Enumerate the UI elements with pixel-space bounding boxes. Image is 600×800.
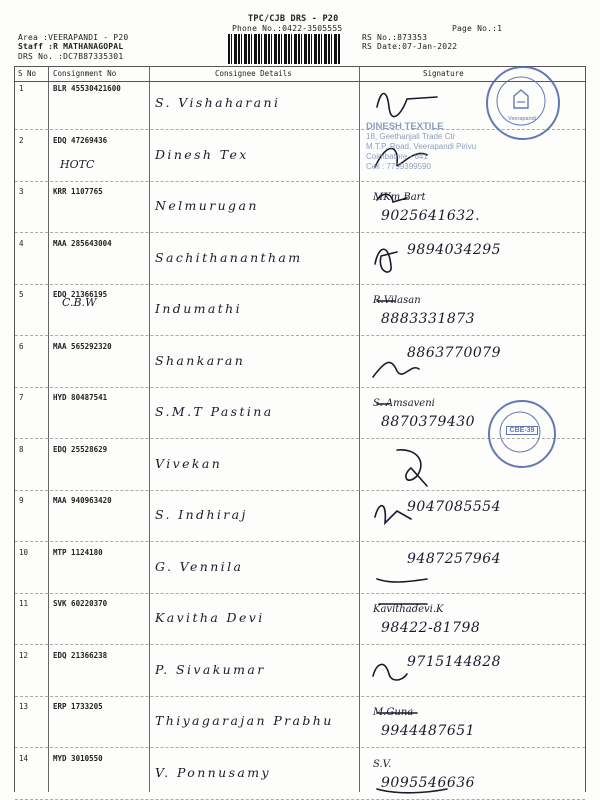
row-signature <box>367 652 579 694</box>
bank-round-stamp <box>486 66 560 140</box>
table-row <box>15 545 585 594</box>
row-signature-name: MKm Bart <box>373 192 426 203</box>
row-phone-number: 9047085554 <box>407 499 502 515</box>
stamp-address-line: M.T.P. Road, Veerapandi Pirivu <box>366 142 477 151</box>
row-consignee-name: Indumathi <box>155 301 243 316</box>
row-phone-number: 9944487651 <box>381 723 476 739</box>
stamp-company-name: DINESH TEXTILE <box>366 121 444 132</box>
row-consignee-name: Dinesh Tex <box>155 146 249 162</box>
table-row <box>15 184 585 233</box>
row-consignee-name: G. Vennila <box>155 558 244 574</box>
row-phone-number: 8883331873 <box>381 311 476 327</box>
row-phone-number: 98422-81798 <box>381 620 481 636</box>
row-consignee-name: V. Ponnusamy <box>155 764 271 780</box>
row-signature <box>367 291 579 333</box>
row-consignment-number: HYD 80487541 <box>53 393 108 402</box>
row-serial-number: 3 <box>19 187 24 196</box>
row-serial-number: 4 <box>19 238 24 248</box>
row-signature <box>367 600 579 642</box>
row-phone-number: 9894034295 <box>407 241 502 258</box>
staff-label: Staff :R MATHANAGOPAL <box>18 42 124 51</box>
area-label: Area :VEERAPANDI - P20 <box>18 33 129 42</box>
stamp-address-line: Coimbatore - 641 <box>366 152 428 161</box>
row-consignee-name: P. Sivakumar <box>155 661 266 677</box>
row-consignee-name: Thiyagarajan Prabhu <box>155 713 334 728</box>
row-serial-number: 2 <box>19 135 24 145</box>
stamp-emblem-icon <box>486 66 556 136</box>
row-consignment-number: MTP 1124180 <box>53 547 103 557</box>
row-consignment-number: EDQ 21366238 <box>53 650 108 660</box>
stamp-text: CBE-39 <box>506 426 538 435</box>
row-consignee-name: Sachithanantham <box>155 249 303 265</box>
barcode <box>228 34 340 64</box>
col-consignment: Consignment No <box>53 69 117 78</box>
col-sno: S No <box>18 69 37 78</box>
row-serial-number: 10 <box>19 547 29 557</box>
row-consignee-name: Kavitha Devi <box>155 610 265 625</box>
row-signature <box>367 549 579 591</box>
stamp-address-line: Cell : 7799399590 <box>366 162 431 171</box>
row-signature-name: S. Amsaveni <box>373 398 435 409</box>
row-signature-name: M.Guna <box>373 707 414 718</box>
row-consignee-name: Nelmurugan <box>155 198 259 213</box>
row-consignment-number: MAA 565292320 <box>53 341 112 351</box>
row-signature <box>367 240 579 282</box>
row-phone-number: 8870379430 <box>381 414 476 430</box>
row-serial-number: 11 <box>19 599 29 608</box>
row-consignment-number: SVK 60220370 <box>53 599 108 608</box>
col-consignee: Consignee Details <box>215 69 292 78</box>
rs-date: RS Date:07-Jan-2022 <box>362 42 458 51</box>
table-row <box>15 287 585 336</box>
table-row <box>15 236 585 285</box>
row-phone-number: 9487257964 <box>407 550 502 567</box>
row-serial-number: 9 <box>19 496 24 505</box>
row-consignee-name: S. Indhiraj <box>155 507 248 522</box>
row-serial-number: 7 <box>19 393 24 402</box>
row-consignment-number: EDQ 25528629 <box>53 444 108 454</box>
row-consignment-number: EDQ 21366195 <box>53 290 108 299</box>
row-consignment-number: BLR 45530421600 <box>53 84 121 93</box>
table-row <box>15 339 585 388</box>
row-serial-number: 13 <box>19 702 29 711</box>
handwritten-note: HOTC <box>60 158 95 171</box>
row-signature <box>367 755 579 797</box>
row-consignee-name: Shankaran <box>155 352 246 368</box>
drs-number: DRS No. :DC7B87335301 <box>18 52 124 61</box>
row-consignment-number: MYD 3010550 <box>53 753 103 763</box>
rs-number: RS No.:873353 <box>362 33 428 42</box>
sheet-title: TPC/CJB DRS - P20 <box>248 14 339 24</box>
row-serial-number: 12 <box>19 650 29 660</box>
row-phone-number: 9095546636 <box>381 774 476 791</box>
row-phone-number: 9025641632. <box>381 208 481 224</box>
stamp-text: Veerapandi <box>508 116 536 122</box>
col-signature: Signature <box>423 69 464 78</box>
row-consignment-number: MAA 285643004 <box>53 238 112 248</box>
page-number: Page No.:1 <box>452 24 503 33</box>
row-consignment-number: KRR 1107765 <box>53 187 103 196</box>
row-signature <box>367 188 579 230</box>
row-serial-number: 8 <box>19 444 24 454</box>
row-signature-name: S.V. <box>373 758 392 770</box>
handwritten-note: C.B.W <box>62 296 97 309</box>
branch-round-stamp <box>488 400 556 468</box>
row-serial-number: 5 <box>19 290 24 299</box>
row-serial-number: 6 <box>19 341 24 351</box>
row-consignee-name: S.M.T Pastina <box>155 404 274 419</box>
row-consignment-number: MAA 940963420 <box>53 496 112 505</box>
row-signature <box>367 703 579 745</box>
row-phone-number: 8863770079 <box>407 344 502 361</box>
row-signature-name: Kavithadevi.K <box>373 604 444 615</box>
table-row <box>15 596 585 645</box>
table-row <box>15 699 585 748</box>
table-row <box>15 751 585 800</box>
row-serial-number: 14 <box>19 753 29 763</box>
table-row <box>15 493 585 542</box>
row-consignment-number: ERP 1733205 <box>53 702 103 711</box>
row-serial-number: 1 <box>19 84 24 93</box>
row-consignee-name: Vivekan <box>155 455 223 471</box>
row-consignee-name: S. Vishaharani <box>155 95 281 110</box>
phone-number: Phone No.:0422-3505555 <box>232 24 343 33</box>
row-signature <box>367 343 579 385</box>
table-row <box>15 648 585 697</box>
row-signature <box>367 497 579 539</box>
row-consignment-number: EDQ 47269436 <box>53 135 108 145</box>
row-signature-name: R.Vilasan <box>373 295 421 306</box>
row-phone-number: 9715144828 <box>407 653 502 670</box>
stamp-address-line: 18, Geethanjali Trade Ctr <box>366 132 456 141</box>
